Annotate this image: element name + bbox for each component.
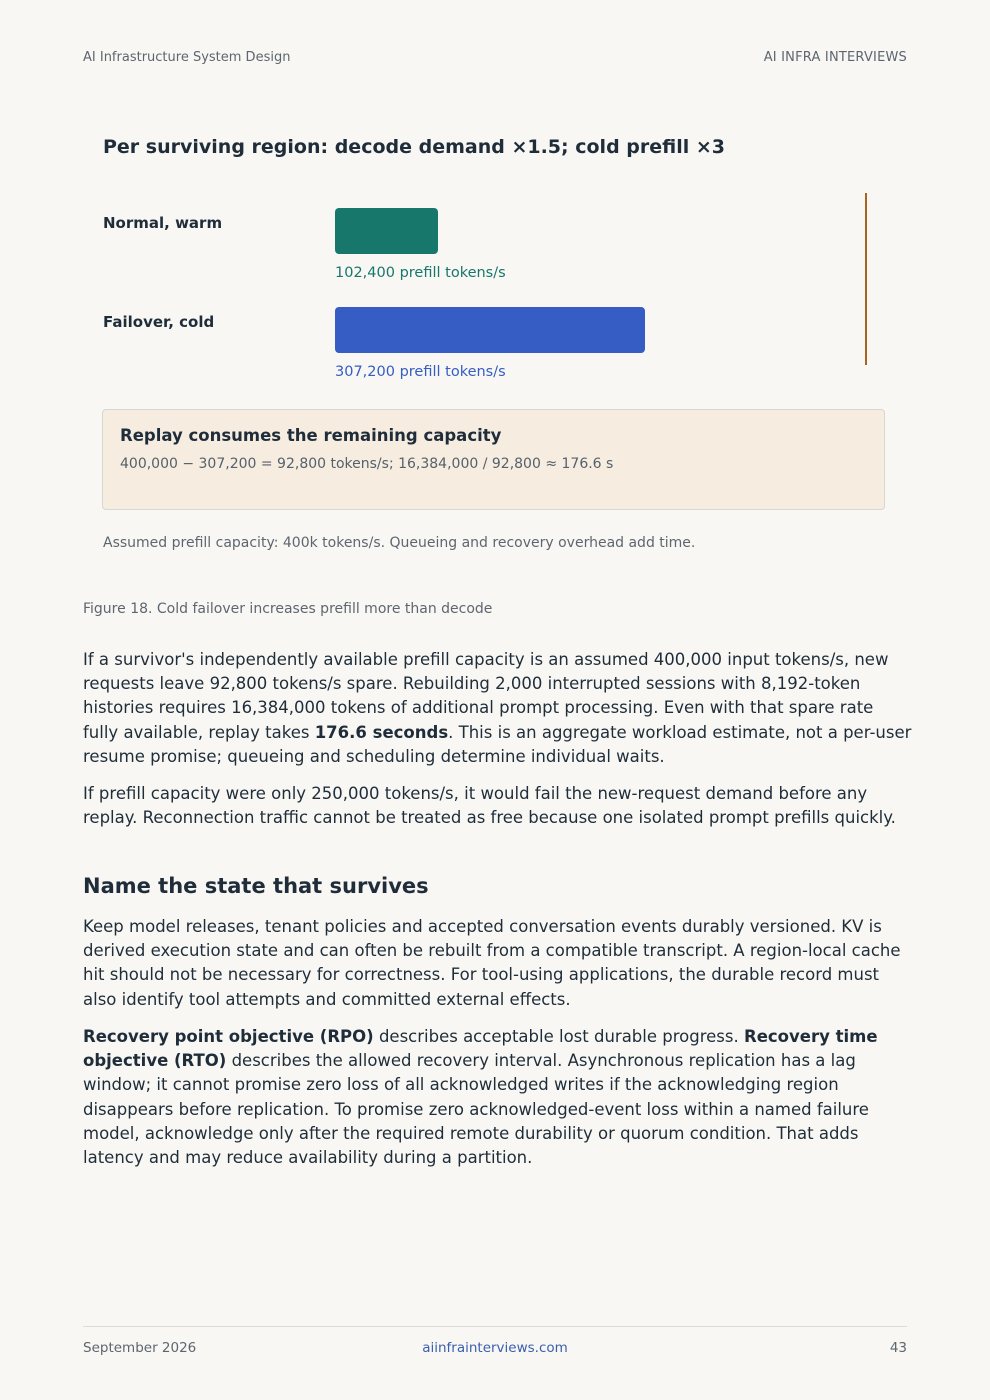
bar-label-normal: Normal, warm (103, 214, 223, 232)
figure-caption: Figure 18. Cold failover increases prefill more than decode (83, 601, 493, 617)
footer-divider (83, 1326, 907, 1327)
rpo-term: Recovery point objective (RPO) (83, 1027, 374, 1046)
paragraph-durable-state (83, 915, 913, 1012)
running-header-title: AI Infrastructure System Design (83, 50, 291, 65)
section-heading: Name the state that survives (83, 874, 429, 898)
bar-normal-warm (335, 208, 438, 254)
rto-term: Recovery time objective (RTO) (83, 1027, 878, 1071)
replay-callout (102, 409, 885, 510)
footer-page-number: 43 (889, 1340, 907, 1356)
p4-text-b: describes the allowed recovery interval. Asynchronous replication has a lag window; it cannot promise zero loss of all acknowledged writes if the acknowledging region disappears before replication. To promise zero acknowledged-event loss within a named failure model, acknowledge only after the required remote durability or quorum condition. That adds latency and may reduce availability during a partition. (83, 1051, 869, 1168)
paragraph-low-capacity (83, 782, 913, 830)
capacity-limit-line (865, 193, 867, 365)
p1-text-a: If a survivor's independently available prefill capacity is an assumed 400,000 input tokens/s, new requests leave 92,800 tokens/s spare. Rebuilding 2,000 interrupted sessions with 8,192-token histories requires 16,384,000 tokens of additional prompt processing. Even with that spare rate fully available, replay takes (83, 650, 889, 742)
bar-value-normal: 102,400 prefill tokens/s (335, 265, 506, 281)
paragraph-rpo-rto (83, 1025, 913, 1170)
footer-site-link[interactable]: aiinfrainterviews.com (422, 1340, 568, 1356)
p1-text-b: . This is an aggregate workload estimate, not a per-user resume promise; queueing and scheduling determine individual waits. (83, 722, 912, 766)
p4-text-a: describes acceptable lost durable progress. (373, 1027, 744, 1046)
figure-title: Per surviving region: decode demand ×1.5; cold prefill ×3 (103, 136, 726, 158)
p3-text: Keep model releases, tenant policies and accepted conversation events durably versioned. KV is derived execution state and can often be rebuilt from a compatible transcript. A region-local cache hit should not be necessary for correctness. For tool-using applications, the durable record must also identify tool attempts and committed external effects. (83, 917, 901, 1009)
callout-body: 400,000 − 307,200 = 92,800 tokens/s; 16,384,000 / 92,800 ≈ 176.6 s (120, 456, 614, 472)
p2-text: If prefill capacity were only 250,000 tokens/s, it would fail the new-request demand before any replay. Reconnection traffic cannot be treated as free because one isolated prompt prefills quickly. (83, 784, 896, 828)
bar-value-failover: 307,200 prefill tokens/s (335, 364, 506, 380)
footer-date: September 2026 (83, 1340, 197, 1356)
callout-title: Replay consumes the remaining capacity (120, 426, 502, 445)
paragraph-replay-estimate (83, 648, 913, 769)
bar-label-failover: Failover, cold (103, 313, 215, 331)
bar-failover-cold (335, 307, 645, 353)
figure-assumption-note: Assumed prefill capacity: 400k tokens/s. Queueing and recovery overhead add time. (103, 535, 696, 551)
running-header-brand: AI INFRA INTERVIEWS (763, 50, 907, 65)
p1-emphasis: 176.6 seconds (314, 722, 449, 742)
